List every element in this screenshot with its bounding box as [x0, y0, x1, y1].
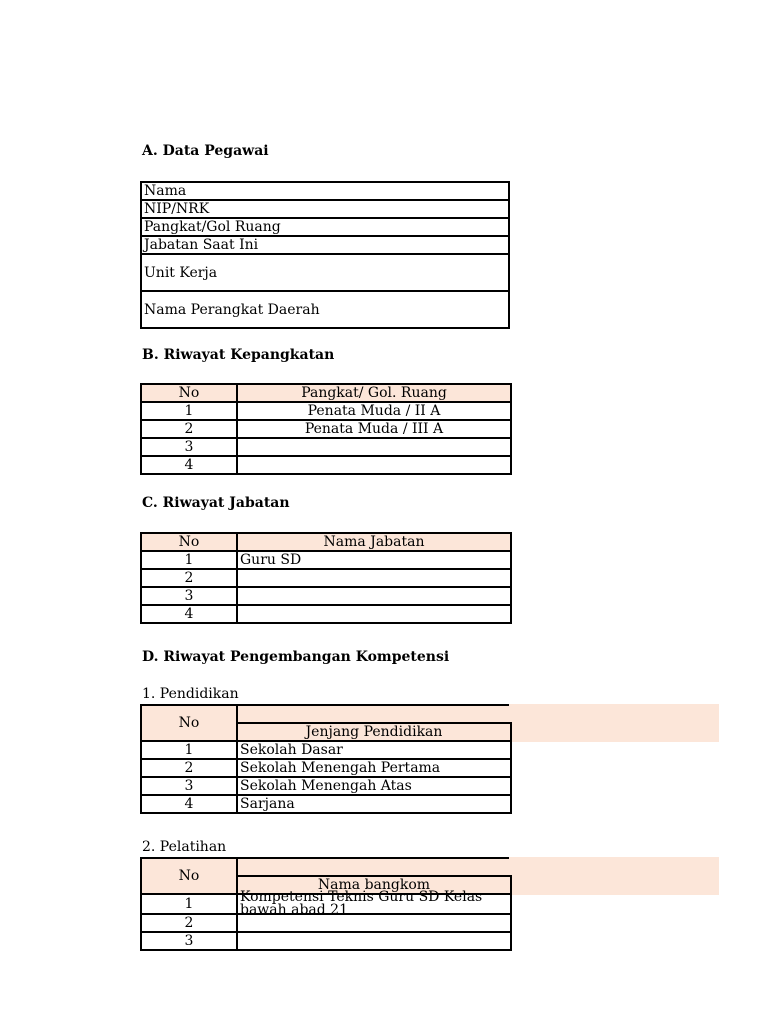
field-nip: NIP/NRK: [141, 200, 509, 218]
row-value: [237, 932, 511, 950]
field-pangkat: Pangkat/Gol Ruang: [141, 218, 509, 236]
row-no: 4: [141, 456, 237, 474]
row-no: 2: [141, 914, 237, 932]
header-no: No: [141, 533, 237, 551]
table-row: [141, 777, 511, 795]
table-row: [141, 932, 511, 950]
row-no: 4: [141, 605, 237, 623]
field-perangkat-daerah: Nama Perangkat Daerah: [141, 291, 509, 328]
row-value: Sekolah Menengah Pertama: [237, 759, 511, 777]
table-row: [141, 420, 511, 438]
row-value: [237, 438, 511, 456]
kepangkatan-table: [140, 383, 512, 475]
section-c-title: C. Riwayat Jabatan: [142, 495, 290, 511]
row-no: 2: [141, 759, 237, 777]
table-row: [141, 605, 511, 623]
row-value: Sekolah Dasar: [237, 741, 511, 759]
section-d-title: D. Riwayat Pengembangan Kompetensi: [142, 649, 450, 665]
row-value-wrapped: [237, 889, 511, 918]
row-value: Guru SD: [237, 551, 511, 569]
section-a-title: A. Data Pegawai: [142, 143, 269, 159]
table-row: [141, 569, 511, 587]
row-value: Penata Muda / II A: [237, 402, 511, 420]
header-no: No: [141, 384, 237, 402]
row-no: 1: [141, 741, 237, 759]
header-no: No: [141, 858, 237, 894]
row-no: 1: [141, 551, 237, 569]
row-value: [237, 605, 511, 623]
table-row: [141, 551, 511, 569]
header-jenjang: Jenjang Pendidikan: [237, 723, 511, 741]
table-row: [141, 456, 511, 474]
field-nama: Nama: [141, 182, 509, 200]
header-no: No: [141, 705, 237, 741]
row-value: Kompetensi Teknis Guru SD Kelas bawah abad 21: [240, 889, 483, 918]
row-value: [237, 587, 511, 605]
row-no: 2: [141, 569, 237, 587]
row-no: 1: [141, 894, 237, 914]
row-no: 3: [141, 587, 237, 605]
row-no: 3: [141, 932, 237, 950]
row-no: 2: [141, 420, 237, 438]
data-pegawai-table: [140, 181, 510, 329]
pendidikan-table: [140, 704, 512, 814]
subsection-pendidikan-title: 1. Pendidikan: [142, 686, 239, 702]
table-row: [141, 587, 511, 605]
row-value: [237, 456, 511, 474]
jabatan-table: [140, 532, 512, 624]
header-pangkat: Pangkat/ Gol. Ruang: [237, 384, 511, 402]
header-jabatan: Nama Jabatan: [237, 533, 511, 551]
row-no: 1: [141, 402, 237, 420]
field-unit-kerja: Unit Kerja: [141, 254, 509, 291]
subsection-pelatihan-title: 2. Pelatihan: [142, 839, 227, 855]
header-bangkom: Nama bangkom: [237, 876, 511, 894]
pelatihan-table: [140, 857, 512, 951]
table-row: [141, 759, 511, 777]
header-spacer: [237, 858, 511, 876]
table-row: [141, 741, 511, 759]
row-value: Sarjana: [237, 795, 511, 813]
field-jabatan: Jabatan Saat Ini: [141, 236, 509, 254]
table-row: [141, 402, 511, 420]
section-b-title: B. Riwayat Kepangkatan: [142, 347, 335, 363]
row-value: [237, 569, 511, 587]
row-no: 3: [141, 438, 237, 456]
row-value: Penata Muda / III A: [237, 420, 511, 438]
row-no: 3: [141, 777, 237, 795]
table-row: [141, 894, 511, 914]
table-row: [141, 438, 511, 456]
table-row: [141, 795, 511, 813]
row-no: 4: [141, 795, 237, 813]
header-spacer: [237, 705, 511, 723]
row-value: Sekolah Menengah Atas: [237, 777, 511, 795]
